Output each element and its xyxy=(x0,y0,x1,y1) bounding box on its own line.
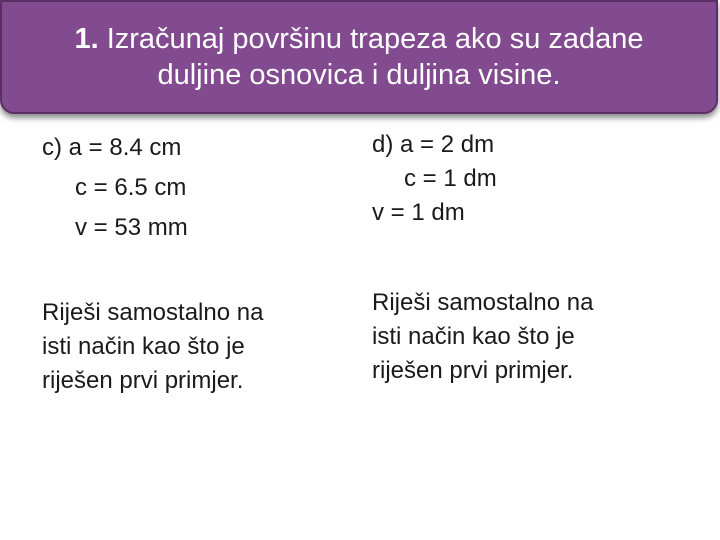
title-banner xyxy=(0,0,718,114)
title-text-line-1: Izračunaj površinu trapeza ako su zadane xyxy=(106,23,644,55)
task-c-height: v = 53 mm xyxy=(75,214,188,241)
note-right-line-1: Riješi samostalno na xyxy=(372,289,594,316)
title-text-line-2: duljine osnovica i duljina visine. xyxy=(157,59,561,91)
task-d-base-a: d) a = 2 dm xyxy=(372,131,495,158)
task-d-base-c: c = 1 dm xyxy=(404,165,497,192)
task-c-base-a: c) a = 8.4 cm xyxy=(42,134,182,161)
task-d xyxy=(372,128,497,230)
task-d-height: v = 1 dm xyxy=(372,199,465,226)
note-left-line-1: Riješi samostalno na xyxy=(42,299,264,326)
note-left-line-3: riješen prvi primjer. xyxy=(42,367,244,394)
task-number: 1. xyxy=(74,23,99,55)
note-right-line-2: isti način kao što je xyxy=(372,323,575,350)
note-left-line-2: isti način kao što je xyxy=(42,333,245,360)
instruction-note-left xyxy=(42,296,332,398)
title-line-1 xyxy=(74,21,643,57)
page-title xyxy=(54,21,663,93)
instruction-note-right xyxy=(372,286,662,388)
task-c-base-c: c = 6.5 cm xyxy=(75,174,187,201)
task-c xyxy=(42,128,188,248)
note-right-line-3: riješen prvi primjer. xyxy=(372,357,574,384)
